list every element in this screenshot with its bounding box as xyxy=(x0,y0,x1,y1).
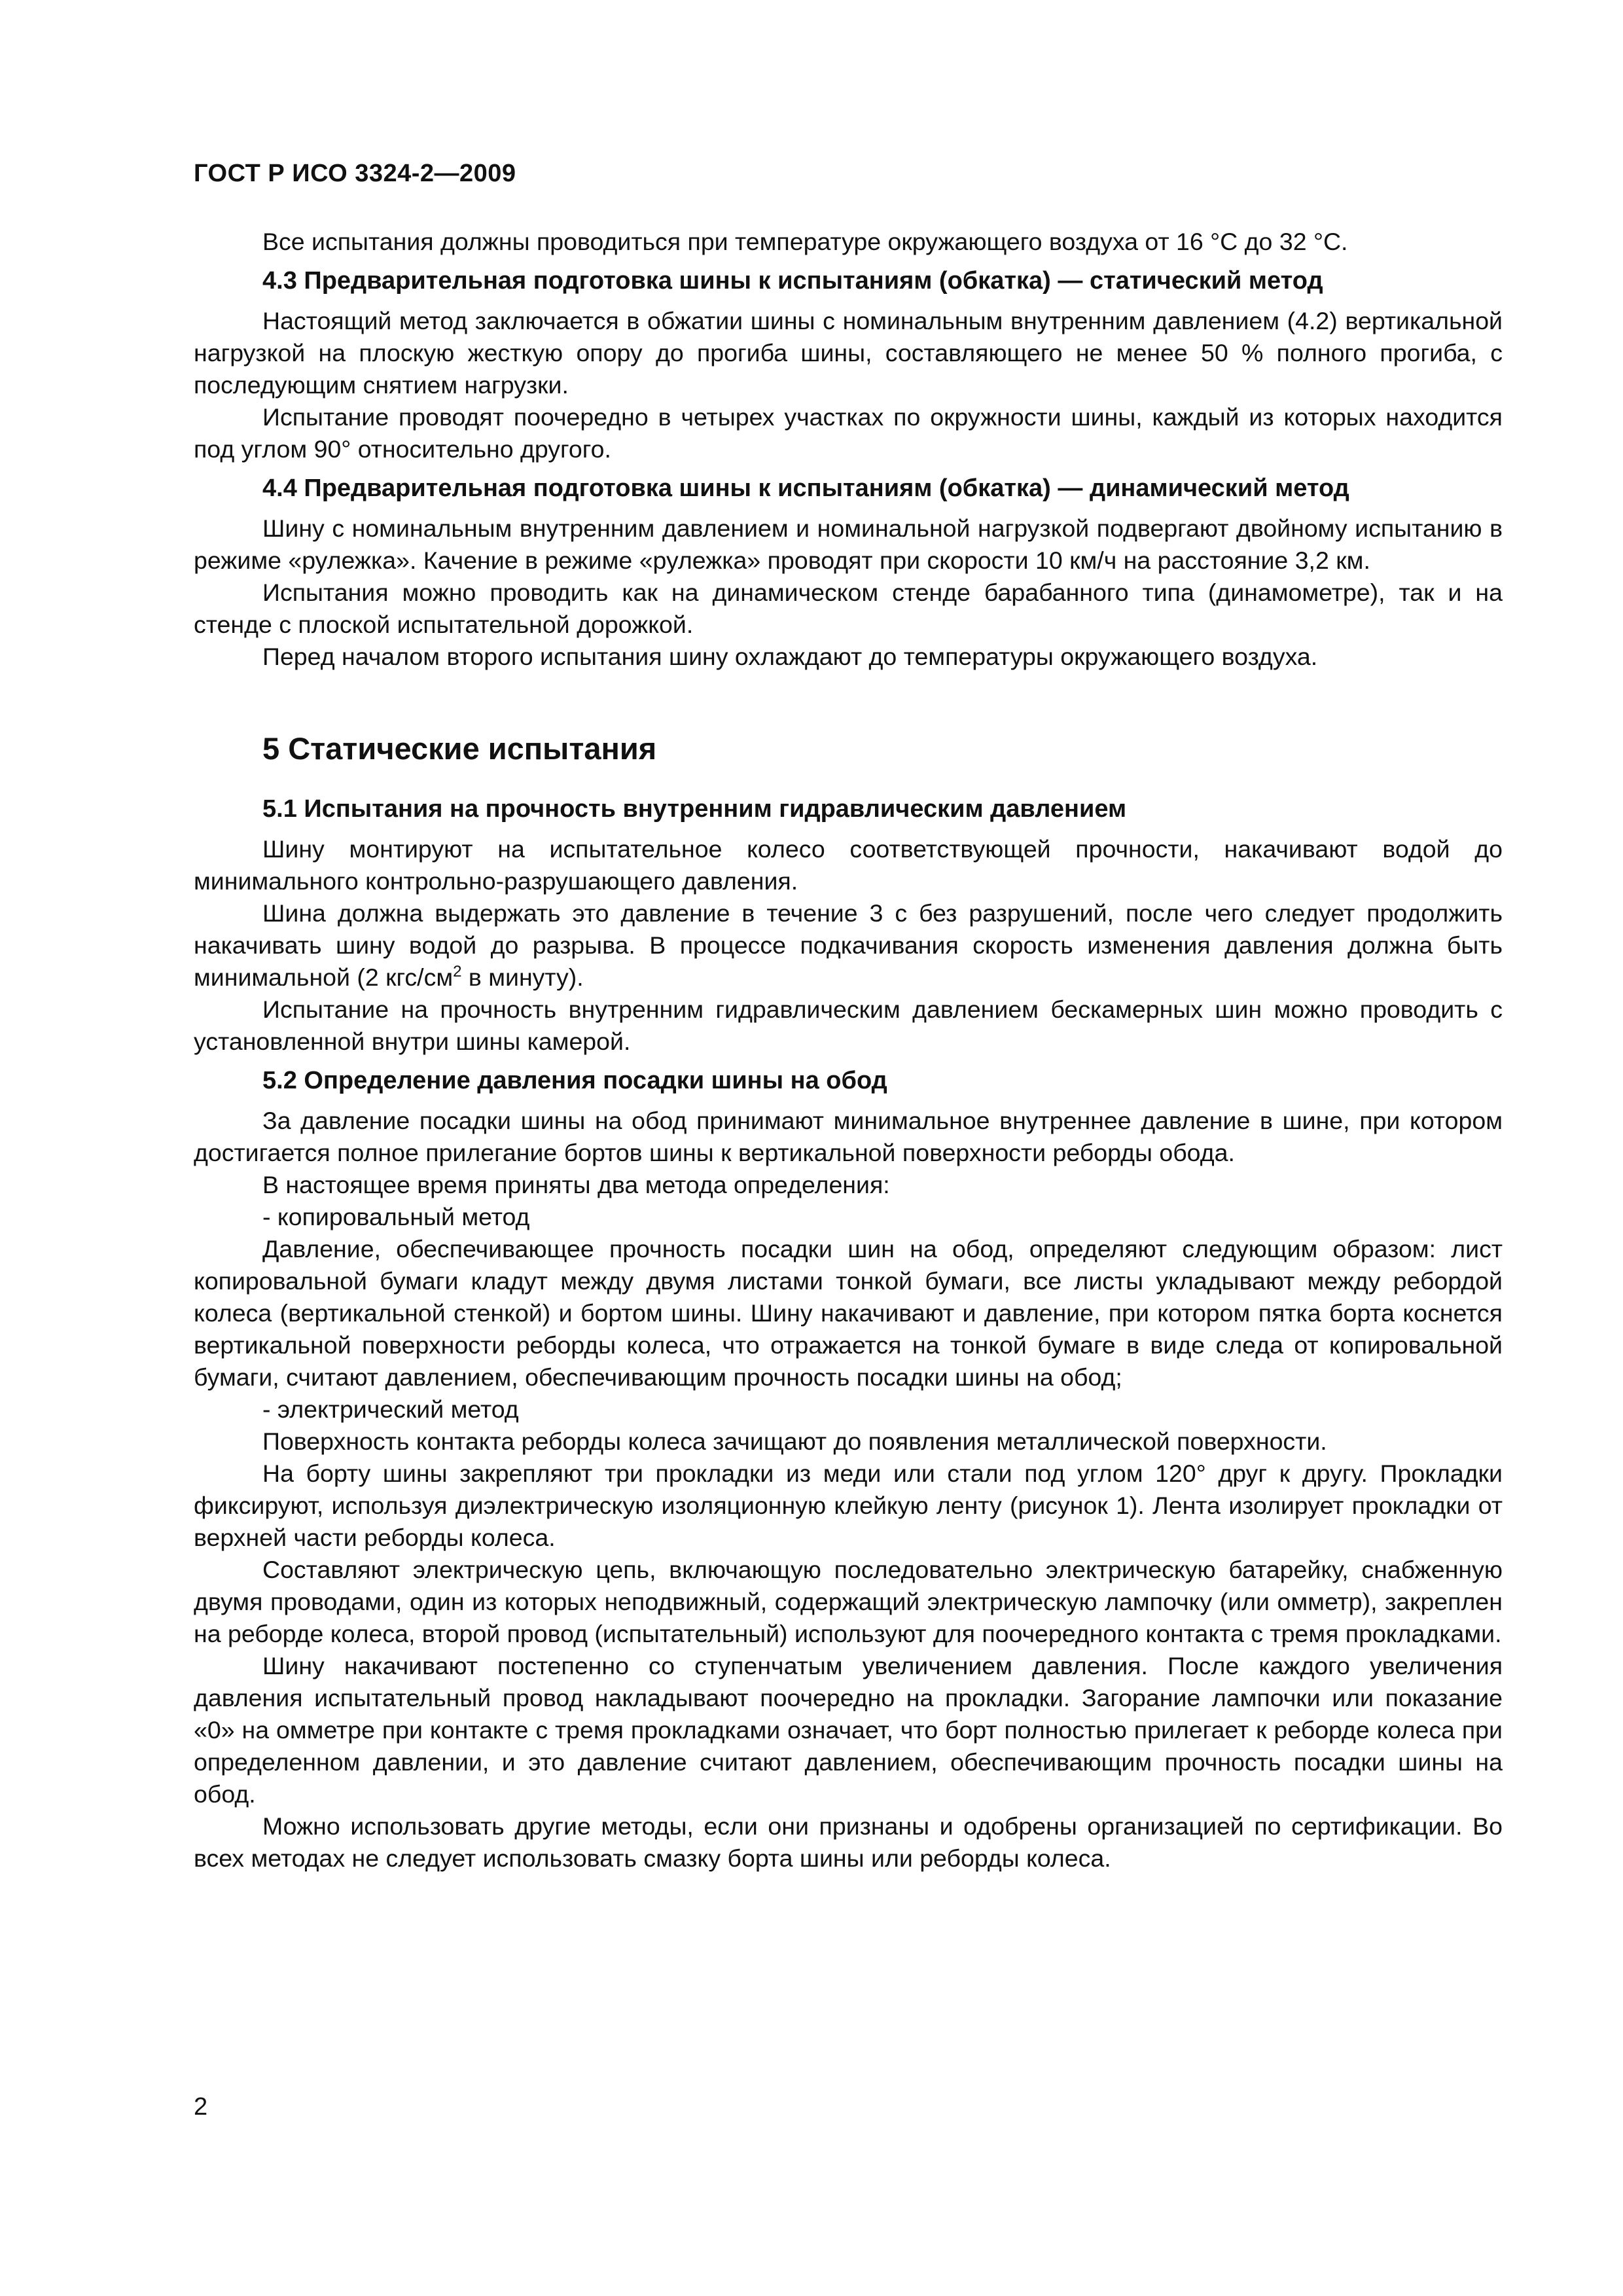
section-5-2-paragraph-8: Можно использовать другие методы, если они признаны и одобрены организацией по сертификации. Во всех методах не следует использовать смазку борта шины или реборды колеса. xyxy=(194,1812,1503,1872)
section-4-3-heading: 4.3 Предварительная подготовка шины к испытаниям (обкатка) — статический метод xyxy=(262,267,1323,295)
section-5-2-paragraph-1: За давление посадки шины на обод принимают минимальное внутреннее давление в шине, при котором достигается полное прилегание бортов шины к вертикальной поверхности реборды обода. xyxy=(194,1107,1503,1166)
superscript: 2 xyxy=(453,963,462,980)
section-5-2-paragraph-6: Составляют электрическую цепь, включающую последовательно электрическую батарейку, снабженную двумя проводами, один из которых неподвижный, содержащий электрическую лампочку (или омметр), закреплен на реборде колеса, второй провод (испытательный) используют для поочередного контакта с тремя прокладками. xyxy=(194,1556,1503,1647)
section-5-1-paragraph-2-text-b: в минуту). xyxy=(461,963,584,991)
list-item-copy-method: - копировальный метод xyxy=(262,1203,530,1230)
section-5-1-heading: 5.1 Испытания на прочность внутренним гидравлическим давлением xyxy=(262,795,1127,823)
section-5-2-paragraph-4: Поверхность контакта реборды колеса зачищают до появления металлической поверхности. xyxy=(262,1427,1327,1455)
section-5-heading: 5 Статические испытания xyxy=(262,731,657,766)
section-4-4-paragraph-2: Испытания можно проводить как на динамическом стенде барабанного типа (динамометре), так и на стенде с плоской испытательной дорожкой. xyxy=(194,579,1503,638)
section-5-1-paragraph-2 xyxy=(194,897,1503,994)
section-5-1-paragraph-1: Шину монтируют на испытательное колесо соответствующей прочности, накачивают водой до минимального контрольно-разрушающего давления. xyxy=(194,835,1503,895)
section-5-2-paragraph-2: В настоящее время приняты два метода определения: xyxy=(262,1171,890,1198)
section-4-4-heading: 4.4 Предварительная подготовка шины к испытаниям (обкатка) — динамический метод xyxy=(262,475,1349,502)
section-5-2-paragraph-7: Шину накачивают постепенно со ступенчатым увеличением давления. После каждого увеличения давления испытательный провод накладывают поочередно на прокладки. Загорание лампочки или показание «0» на омметре при контакте с тремя прокладками означает, что борт полностью прилегает к реборде колеса при определенном давлении, и это давление считают давлением, обеспечивающим прочность посадки шины на обод. xyxy=(194,1652,1503,1808)
section-4-3-paragraph-2: Испытание проводят поочередно в четырех участках по окружности шины, каждый из которых находится под углом 90° относительно другого. xyxy=(194,403,1503,463)
section-4-3-paragraph-1: Настоящий метод заключается в обжатии шины с номинальным внутренним давлением (4.2) вертикальной нагрузкой на плоскую жесткую опору до прогиба шины, составляющего не менее 50 % полного прогиба, с последующим снятием нагрузки. xyxy=(194,307,1503,399)
intro-paragraph: Все испытания должны проводиться при температуре окружающего воздуха от 16 °С до 32 °С. xyxy=(262,228,1348,255)
document-body xyxy=(194,226,1503,1874)
section-4-4-paragraph-1: Шину с номинальным внутренним давлением и номинальной нагрузкой подвергают двойному испытанию в режиме «рулежка». Качение в режиме «рулежка» проводят при скорости 10 км/ч на расстояние 3,2 км. xyxy=(194,514,1503,574)
list-item-electric-method: - электрический метод xyxy=(262,1395,519,1423)
page-number: 2 xyxy=(194,2093,208,2121)
section-5-1-paragraph-2-text-a: Шина должна выдержать это давление в течение 3 с без разрушений, после чего следует продолжить накачивать шину водой до разрыва. В процессе подкачивания скорость изменения давления должна быть минимальной (2 кгс/см xyxy=(194,899,1503,991)
section-5-1-paragraph-3: Испытание на прочность внутренним гидравлическим давлением бескамерных шин можно проводить с установленной внутри шины камерой. xyxy=(194,996,1503,1055)
section-5-2-paragraph-5: На борту шины закрепляют три прокладки из меди или стали под углом 120° друг к другу. Прокладки фиксируют, используя диэлектрическую изоляционную клейкую ленту (рисунок 1). Лента изолирует прокладки от верхней части реборды колеса. xyxy=(194,1460,1503,1551)
section-5-2-heading: 5.2 Определение давления посадки шины на обод xyxy=(262,1067,887,1094)
section-4-4-paragraph-3: Перед началом второго испытания шину охлаждают до температуры окружающего воздуха. xyxy=(262,643,1318,670)
page-header: ГОСТ Р ИСО 3324-2—2009 xyxy=(194,160,516,187)
section-5-2-paragraph-3: Давление, обеспечивающее прочность посадки шин на обод, определяют следующим образом: лист копировальной бумаги кладут между двумя листами тонкой бумаги, все листы укладывают между ребордой колеса (вертикальной стенкой) и бортом шины. Шину накачивают и давление, при котором пятка борта коснется вертикальной поверхности реборды колеса, что отражается на тонкой бумаге в виде следа от копировальной бумаги, считают давлением, обеспечивающим прочность посадки шины на обод; xyxy=(194,1235,1503,1391)
